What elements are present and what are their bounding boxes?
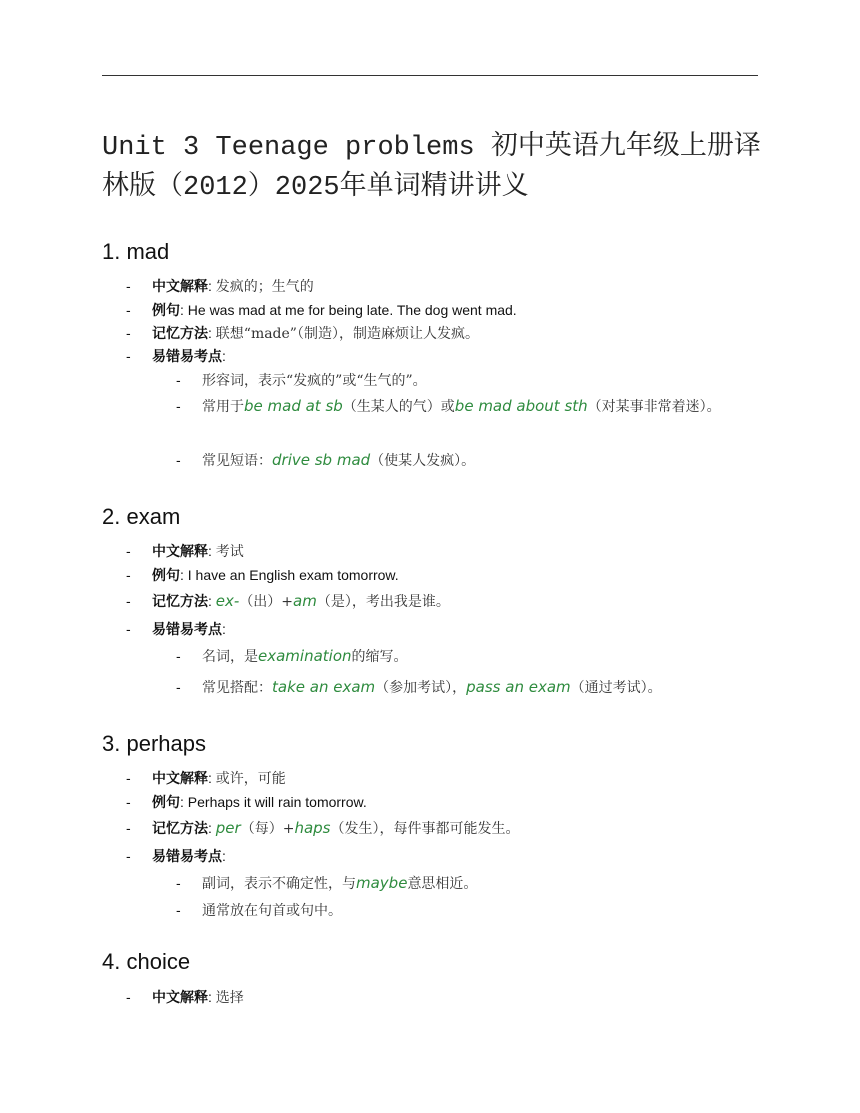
pitfall-text: （使某人发疯）。 <box>370 453 476 469</box>
section-word: mad <box>126 239 170 264</box>
pitfall-text: （生某人的气）或 <box>342 399 455 415</box>
meaning-value: 选择 <box>215 990 244 1006</box>
memory-text: （出）+ <box>239 594 294 610</box>
pitfall-point <box>176 447 736 474</box>
meaning-label: 中文解释 <box>152 770 208 786</box>
pitfall-text: 形容词，表示“发疯的”或“生气的”。 <box>202 373 427 389</box>
memory-label: 记忆方法 <box>152 325 208 341</box>
memory-value: 联想“made”（制造），制造麻烦让人发疯。 <box>215 326 479 342</box>
pitfalls-label: 易错易考点 <box>152 621 222 637</box>
meaning-label: 中文解释 <box>152 989 208 1005</box>
meaning-label: 中文解释 <box>152 543 208 559</box>
phrase-highlight: drive sb mad <box>272 451 371 469</box>
phrase-highlight: be mad at sb <box>244 397 343 415</box>
pitfall-point <box>176 897 736 924</box>
memory-text: （是），考出我是谁。 <box>316 594 450 610</box>
phrase-highlight: maybe <box>356 874 408 892</box>
phrase-highlight: haps <box>294 819 331 837</box>
pitfalls-label: 易错易考点 <box>152 348 222 364</box>
example-value: Perhaps it will rain tomorrow. <box>187 794 367 810</box>
section-word: choice <box>126 949 191 974</box>
document-title: Unit 3 Teenage problems 初中英语九年级上册译林版（2012）2025年单词精讲讲义 <box>102 133 761 203</box>
section-number: 2 . <box>102 504 126 529</box>
pitfall-point <box>176 393 736 420</box>
section-heading-mad <box>102 239 169 265</box>
phrase-highlight: pass an exam <box>466 678 571 696</box>
section-word: perhaps <box>126 731 206 756</box>
meaning-value: 考试 <box>215 544 244 560</box>
pitfall-text: 意思相近。 <box>407 876 478 892</box>
pitfall-point <box>176 674 736 701</box>
section-number: 3 . <box>102 731 126 756</box>
pitfall-text: 常用于 <box>202 399 244 415</box>
pitfall-text: （通过考试）。 <box>570 680 662 696</box>
phrase-highlight: take an exam <box>272 678 376 696</box>
pitfall-point <box>176 643 736 670</box>
phrase-highlight: examination <box>258 647 352 665</box>
pitfall-text: 副词，表示不确定性，与 <box>202 876 356 892</box>
section-heading-perhaps <box>102 731 206 757</box>
pitfalls-label: 易错易考点 <box>152 848 222 864</box>
pitfall-text: 常见短语： <box>202 453 272 469</box>
pitfall-text: 的缩写。 <box>351 649 408 665</box>
meaning-label: 中文解释 <box>152 278 208 294</box>
example-value: I have an English exam tomorrow. <box>187 567 399 583</box>
section-heading-choice <box>102 949 190 975</box>
pitfall-point <box>176 367 736 394</box>
example-label: 例句 <box>152 794 180 810</box>
meaning-value: 发疯的；生气的 <box>215 279 314 295</box>
phrase-highlight: ex- <box>215 592 240 610</box>
memory-text: （每）+ <box>240 821 295 837</box>
memory-text: （发生），每件事都可能发生。 <box>330 821 520 837</box>
example-label: 例句 <box>152 302 180 318</box>
section-number: 1 . <box>102 239 126 264</box>
section-number: 4 . <box>102 949 126 974</box>
pitfall-text: （对某事非常着迷）。 <box>587 399 721 415</box>
pitfall-text: 通常放在句首或句中。 <box>202 903 342 919</box>
memory-label: 记忆方法 <box>152 593 208 609</box>
meaning-value: 或许，可能 <box>215 771 286 787</box>
pitfall-text: 名词，是 <box>202 649 258 665</box>
section-word: exam <box>126 504 181 529</box>
memory-label: 记忆方法 <box>152 820 208 836</box>
header-rule <box>102 75 758 76</box>
phrase-highlight: am <box>293 592 317 610</box>
pitfall-point <box>176 870 736 897</box>
pitfall-text: 常见搭配： <box>202 680 272 696</box>
example-label: 例句 <box>152 567 180 583</box>
phrase-highlight: per <box>215 819 241 837</box>
phrase-highlight: be mad about sth <box>454 397 588 415</box>
section-heading-exam <box>102 504 180 530</box>
pitfall-text: （参加考试）， <box>375 680 467 696</box>
example-value: He was mad at me for being late. The dog went mad. <box>187 302 517 318</box>
